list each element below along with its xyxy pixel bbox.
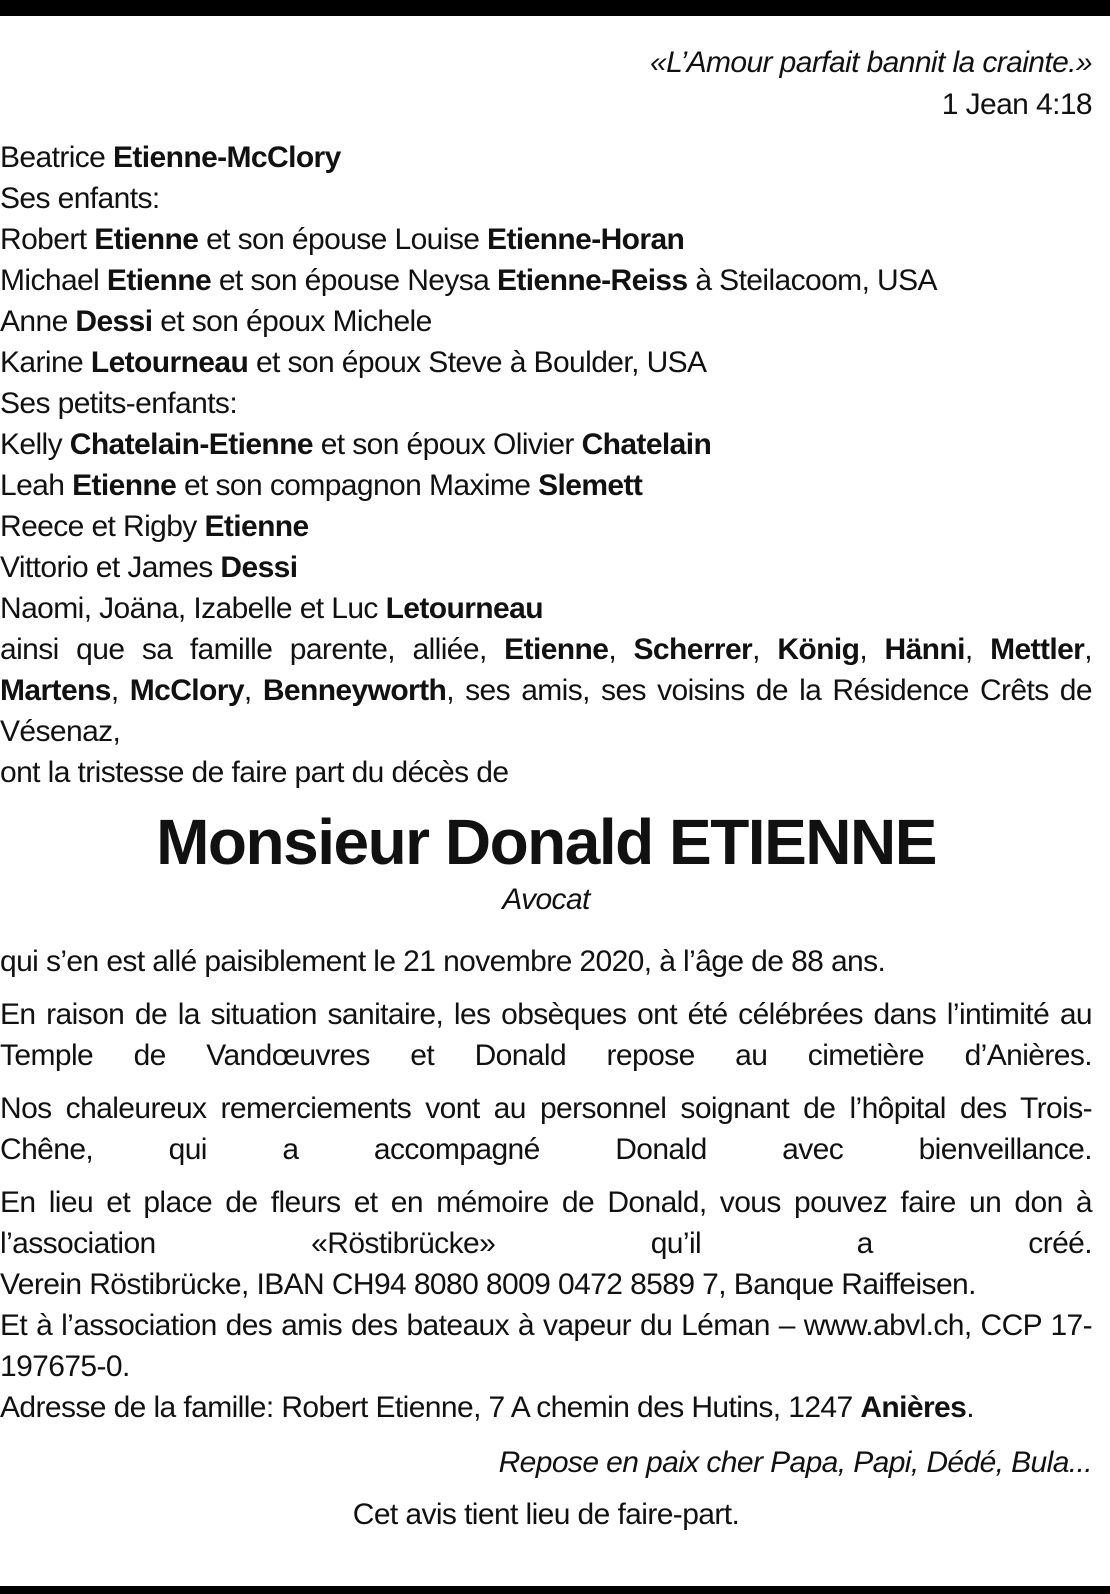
wife-line [0,137,1092,178]
announcement: ont la tristesse de faire part du décès de [0,756,509,789]
child-line: Karine Letourneau et son époux Steve à Boulder, USA [0,346,707,379]
family-address: Adresse de la famille: Robert Etienne, 7 A chemin des Hutins, 1247 Anières. [0,1391,974,1424]
grandchildren-heading: Ses petits-enfants: [0,387,238,420]
deceased-profession: Avocat [502,883,590,916]
association-details: Et à l’association des amis des bateaux à vapeur du Léman – www.abvl.ch, CCP 17-197675-0. [0,1309,1092,1383]
children-heading: Ses enfants: [0,182,160,215]
funeral-paragraph: En raison de la situation sanitaire, les obsèques ont été célébrées dans l’intimité au Temple de Vandœuvres et Donald repose au cimetière d’Anières. [0,998,1092,1072]
family-list [0,137,1092,793]
child-line: Robert Etienne et son épouse Louise Etienne-Horan [0,223,685,256]
grandchild-line: Kelly Chatelain-Etienne et son époux Olivier Chatelain [0,428,712,461]
epigraph-reference: 1 Jean 4:18 [941,88,1092,121]
wife-first-name: Beatrice [0,141,113,174]
child-line: Anne Dessi et son époux Michele [0,305,432,338]
bottom-rule [0,1586,1110,1594]
passing-paragraph: qui s’en est allé paisiblement le 21 novembre 2020, à l’âge de 88 ans. [0,945,886,978]
grandchild-line: Reece et Rigby Etienne [0,510,309,543]
deceased-name: Monsieur Donald ETIENNE [156,806,936,878]
notice-body [0,941,1092,1428]
extended-family: ainsi que sa famille parente, alliée, Etienne, Scherrer, König, Hänni, Mettler, Martens, McClory, Benneyworth, ses amis, ses voisins de la Résidence Crêts de Vésenaz, [0,633,1092,748]
bank-details: Verein Röstibrücke, IBAN CH94 8080 8009 0472 8589 7, Banque Raiffeisen. [0,1268,976,1301]
child-line: Michael Etienne et son épouse Neysa Etienne-Reiss à Steilacoom, USA [0,264,937,297]
epigraph-quote: «L’Amour parfait bannit la crainte.» [649,46,1092,79]
grandchild-line: Leah Etienne et son compagnon Maxime Slemett [0,469,643,502]
donation-paragraph: En lieu et place de fleurs et en mémoire de Donald, vous pouvez faire un don à l’association «Röstibrücke» qu’il a créé. [0,1186,1092,1260]
farewell-line: Repose en paix cher Papa, Papi, Dédé, Bula... [498,1446,1092,1479]
epigraph [650,42,1092,126]
notice-line: Cet avis tient lieu de faire-part. [352,1498,740,1531]
grandchild-line: Naomi, Joäna, Izabelle et Luc Letourneau [0,592,543,625]
thanks-paragraph: Nos chaleureux remerciements vont au personnel soignant de l’hôpital des Trois-Chêne, qui a accompagné Donald avec bienveillance. [0,1092,1092,1166]
wife-last-name: Etienne-McClory [113,141,341,174]
grandchild-line: Vittorio et James Dessi [0,551,298,584]
